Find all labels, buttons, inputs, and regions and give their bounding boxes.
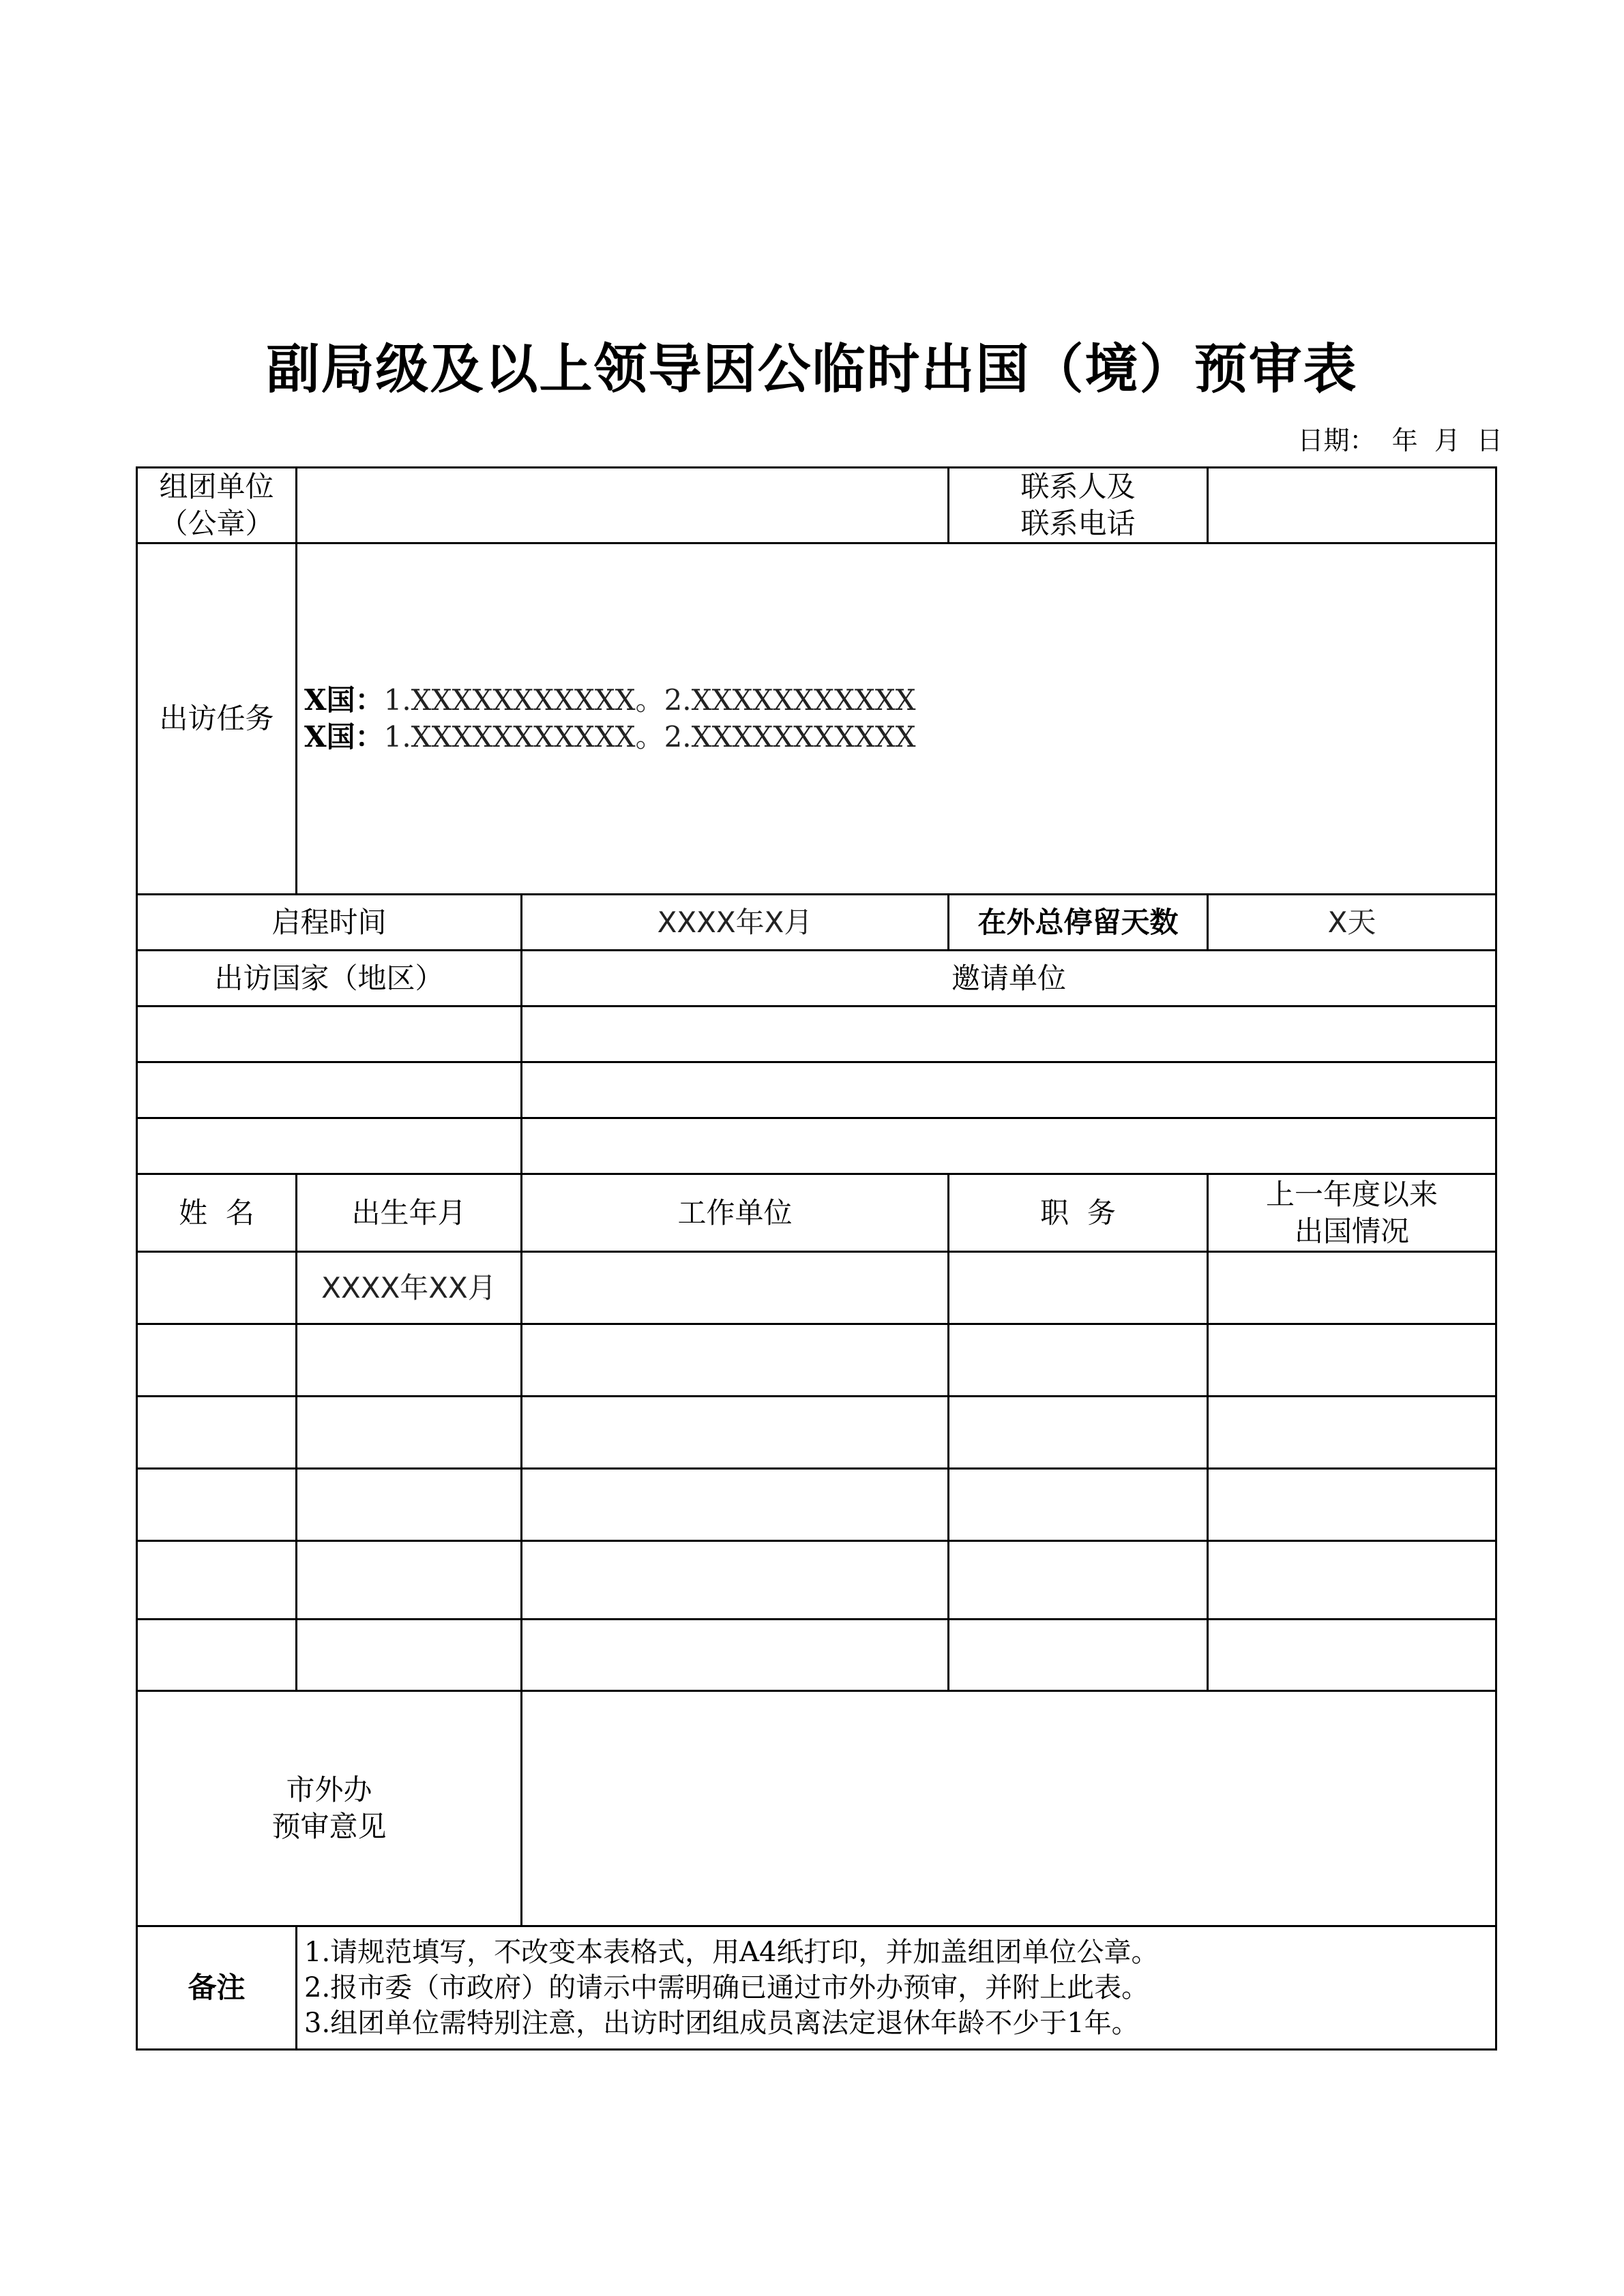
review-label-cell (137, 1691, 522, 1926)
member-name-cell[interactable] (137, 1541, 297, 1620)
visit-country-cell[interactable] (137, 1062, 522, 1118)
member-birth-header: 出生年月 (297, 1174, 522, 1252)
contact-label-cell (949, 468, 1208, 543)
review-row (137, 1691, 1496, 1926)
contact-label-line-2: 联系电话 (1020, 507, 1136, 540)
member-name-header: 姓 名 (137, 1174, 297, 1252)
member-row (137, 1469, 1496, 1541)
review-label-line-2: 预审意见 (271, 1810, 387, 1843)
member-workunit-cell[interactable] (522, 1541, 949, 1620)
start-time-label: 启程时间 (137, 895, 522, 951)
member-history-header-line-1: 上一年度以来 (1265, 1177, 1438, 1211)
notes-content-cell (297, 1926, 1496, 2050)
org-label-line-2: （公章） (159, 507, 274, 540)
contact-label-line-1: 联系人及 (1020, 470, 1136, 503)
visit-header-row (137, 951, 1496, 1007)
review-label-line-1: 市外办 (286, 1773, 372, 1806)
member-row (137, 1252, 1496, 1324)
member-name-cell[interactable] (137, 1252, 297, 1324)
org-value-cell[interactable] (297, 468, 949, 543)
member-history-cell[interactable] (1208, 1469, 1496, 1541)
visit-row (137, 1062, 1496, 1118)
member-position-header: 职 务 (949, 1174, 1208, 1252)
visit-country-header: 出访国家（地区） (137, 951, 522, 1007)
member-birth-cell[interactable]: XXXX年XX月 (297, 1252, 522, 1324)
member-history-header (1208, 1174, 1496, 1252)
inviter-cell[interactable] (522, 1118, 1496, 1174)
member-workunit-header: 工作单位 (522, 1174, 949, 1252)
member-row (137, 1541, 1496, 1620)
task-line-1-country: X国： (304, 683, 384, 717)
inviter-cell[interactable] (522, 1062, 1496, 1118)
note-line-3: 3.组团单位需特别注意，出访时团组成员离法定退休年龄不少于1年。 (304, 2008, 1139, 2039)
member-position-cell[interactable] (949, 1252, 1208, 1324)
task-line-1 (304, 682, 1488, 719)
task-value-cell[interactable] (297, 543, 1496, 895)
visit-country-cell[interactable] (137, 1007, 522, 1062)
member-workunit-cell[interactable] (522, 1252, 949, 1324)
visit-row (137, 1118, 1496, 1174)
schedule-row (137, 895, 1496, 951)
member-name-cell[interactable] (137, 1620, 297, 1691)
member-row (137, 1324, 1496, 1397)
member-history-cell[interactable] (1208, 1324, 1496, 1397)
pre-review-form-table (136, 466, 1497, 2051)
member-history-cell[interactable] (1208, 1252, 1496, 1324)
task-row (137, 543, 1496, 895)
task-line-1-text: 1.XXXXXXXXXXX。2.XXXXXXXXXXX (383, 683, 916, 717)
note-line-2: 2.报市委（市政府）的请示中需明确已通过市外办预审，并附上此表。 (304, 1972, 1149, 2003)
org-label-cell (137, 468, 297, 543)
inviter-cell[interactable] (522, 1007, 1496, 1062)
task-line-2 (304, 719, 1488, 756)
member-birth-cell[interactable] (297, 1541, 522, 1620)
date-line: 日期： 年 月 日 (1297, 426, 1503, 456)
contact-value-cell[interactable] (1208, 468, 1496, 543)
member-birth-cell[interactable] (297, 1397, 522, 1469)
stay-days-label: 在外总停留天数 (949, 895, 1208, 951)
member-history-header-line-2: 出国情况 (1294, 1214, 1409, 1248)
member-workunit-cell[interactable] (522, 1620, 949, 1691)
task-line-2-text: 1.XXXXXXXXXXX。2.XXXXXXXXXXX (383, 720, 916, 754)
member-position-cell[interactable] (949, 1324, 1208, 1397)
note-line-1: 1.请规范填写，不改变本表格式，用A4纸打印，并加盖组团单位公章。 (304, 1937, 1159, 1968)
visit-country-cell[interactable] (137, 1118, 522, 1174)
member-history-cell[interactable] (1208, 1397, 1496, 1469)
member-row (137, 1397, 1496, 1469)
member-history-cell[interactable] (1208, 1541, 1496, 1620)
org-row (137, 468, 1496, 543)
inviter-header: 邀请单位 (522, 951, 1496, 1007)
member-position-cell[interactable] (949, 1469, 1208, 1541)
member-birth-cell[interactable] (297, 1620, 522, 1691)
member-name-cell[interactable] (137, 1324, 297, 1397)
member-workunit-cell[interactable] (522, 1469, 949, 1541)
members-header-row (137, 1174, 1496, 1252)
task-label: 出访任务 (137, 543, 297, 895)
review-value-cell[interactable] (522, 1691, 1496, 1926)
notes-row (137, 1926, 1496, 2050)
member-history-cell[interactable] (1208, 1620, 1496, 1691)
form-title: 副局级及以上领导因公临时出国（境）预审表 (266, 338, 1358, 400)
member-position-cell[interactable] (949, 1541, 1208, 1620)
start-time-value[interactable]: XXXX年X月 (522, 895, 949, 951)
task-line-2-country: X国： (304, 720, 384, 754)
member-birth-cell[interactable] (297, 1324, 522, 1397)
visit-row (137, 1007, 1496, 1062)
member-birth-cell[interactable] (297, 1469, 522, 1541)
notes-label: 备注 (137, 1926, 297, 2050)
member-workunit-cell[interactable] (522, 1397, 949, 1469)
member-name-cell[interactable] (137, 1397, 297, 1469)
member-position-cell[interactable] (949, 1620, 1208, 1691)
member-position-cell[interactable] (949, 1397, 1208, 1469)
stay-days-value[interactable]: X天 (1208, 895, 1496, 951)
member-name-cell[interactable] (137, 1469, 297, 1541)
org-label-line-1: 组团单位 (159, 470, 274, 503)
member-row (137, 1620, 1496, 1691)
member-workunit-cell[interactable] (522, 1324, 949, 1397)
